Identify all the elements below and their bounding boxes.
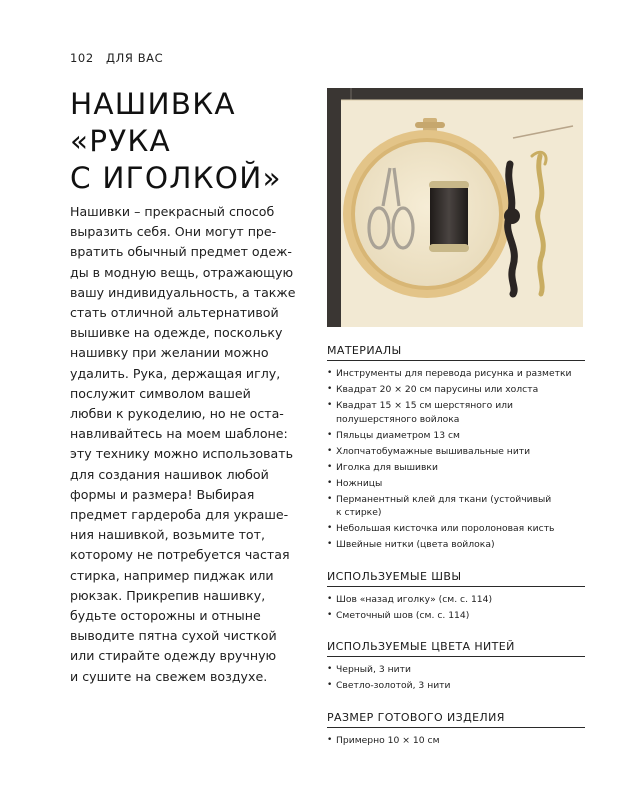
materials-sidebar [327,344,585,765]
thread-colors-list [327,663,585,693]
body-text-line: ды в модную вещь, отражающую [70,264,294,280]
list-item-text: • Хлопчатобумажные вышивальные нити [336,445,531,457]
list-item-text: • Ножницы [336,477,383,489]
list-item [327,593,585,607]
section-name: ДЛЯ ВАС [106,51,164,65]
list-item-text: • Шов «назад иголку» (см. с. 114) [336,593,493,605]
list-item [327,461,585,475]
list-item [327,429,585,443]
list-item-text: к стирке) [336,507,382,518]
body-text-line: рюкзак. Прикрепив нашивку, [70,587,266,603]
body-text-line: вратить обычный предмет одеж- [70,244,292,260]
body-text-line: послужит символом вашей [70,385,251,401]
page-title [70,86,282,197]
list-item-text: • Сметочный шов (см. с. 114) [336,609,470,621]
list-item [327,493,585,520]
intro-paragraph [70,202,310,687]
body-text-line: вашу индивидуальность, а также [70,284,296,300]
body-text-line: Нашивки – прекрасный способ [70,204,275,219]
body-text-line: будьте осторожны и отныне [70,608,261,624]
materials-section [327,344,585,552]
materials-photo-illustration [327,88,583,327]
list-item-text: • Примерно 10 × 10 см [336,734,440,746]
body-text-line: нашивку при желании можно [70,345,269,361]
title-line: «РУКА [70,124,171,158]
list-item-text: • Квадрат 20 × 20 см парусины или холста [336,384,539,395]
thread-colors-section [327,640,585,693]
list-item-text: • Перманентный клей для ткани (устойчивый [336,493,552,505]
list-item-text: • Небольшая кисточка или поролоновая кисть [336,523,555,534]
materials-list [327,367,585,552]
list-item-text: • Пяльцы диаметром 13 см [336,429,460,441]
body-text-line: стирка, например пиджак или [70,567,274,583]
list-item [327,679,585,693]
page-number: 102 [70,51,94,65]
body-text-line: или стирайте одежду вручную [70,648,277,664]
list-item [327,445,585,459]
list-item-text: • Иголка для вышивки [336,461,438,473]
body-text-line: выводите пятна сухой чисткой [70,628,277,644]
title-line: С ИГОЛКОЙ» [70,161,282,195]
body-text-line: удалить. Рука, держащая иглу, [70,365,281,381]
stitches-list [327,593,585,623]
body-text-line: формы и размера! Выбирая [70,486,255,502]
thread-colors-heading: ИСПОЛЬЗУЕМЫЕ ЦВЕТА НИТЕЙ [327,640,585,657]
finished-size-heading: РАЗМЕР ГОТОВОГО ИЗДЕЛИЯ [327,711,585,728]
body-text-line: предмет гардероба для украше- [70,507,289,523]
list-item-text: • Инструменты для перевода рисунка и разметки [336,368,572,379]
list-item [327,477,585,491]
body-text-line: навливайтесь на моем шаблоне: [70,426,288,442]
list-item [327,663,585,677]
list-item [327,522,585,536]
body-text-line: ния нашивкой, возьмите тот, [70,527,265,543]
body-text-line: и сушите на свежем воздухе. [70,668,268,684]
body-text-line: эту технику можно использовать [70,446,294,462]
list-item-text: • Швейные нитки (цвета войлока) [336,539,495,550]
list-item [327,734,585,748]
materials-heading: МАТЕРИАЛЫ [327,344,585,361]
body-text-line: которому не потребуется частая [70,547,290,563]
finished-size-list [327,734,585,748]
list-item-text: полушерстяного войлока [336,413,460,425]
list-item [327,399,585,426]
body-text-line: вышивке на одежде, поскольку [70,325,283,341]
running-head [70,51,163,65]
body-text-line: для создания нашивок любой [70,466,269,482]
title-line: НАШИВКА [70,87,236,121]
list-item-text: • Квадрат 15 × 15 см шерстяного или [336,400,514,411]
list-item-text: • Светло-золотой, 3 нити [336,680,451,691]
thread-spool [429,181,469,252]
materials-photo [327,88,583,327]
body-text-line: выразить себя. Они могут пре- [70,224,277,240]
list-item-text: • Черный, 3 нити [336,664,411,675]
body-text-line: стать отличной альтернативой [70,305,279,321]
list-item [327,367,585,381]
stitches-section [327,570,585,623]
list-item [327,609,585,623]
body-text-line: любви к рукоделию, но не оста- [70,406,284,422]
finished-size-section [327,711,585,748]
list-item [327,538,585,552]
stitches-heading: ИСПОЛЬЗУЕМЫЕ ШВЫ [327,570,585,587]
list-item [327,383,585,397]
